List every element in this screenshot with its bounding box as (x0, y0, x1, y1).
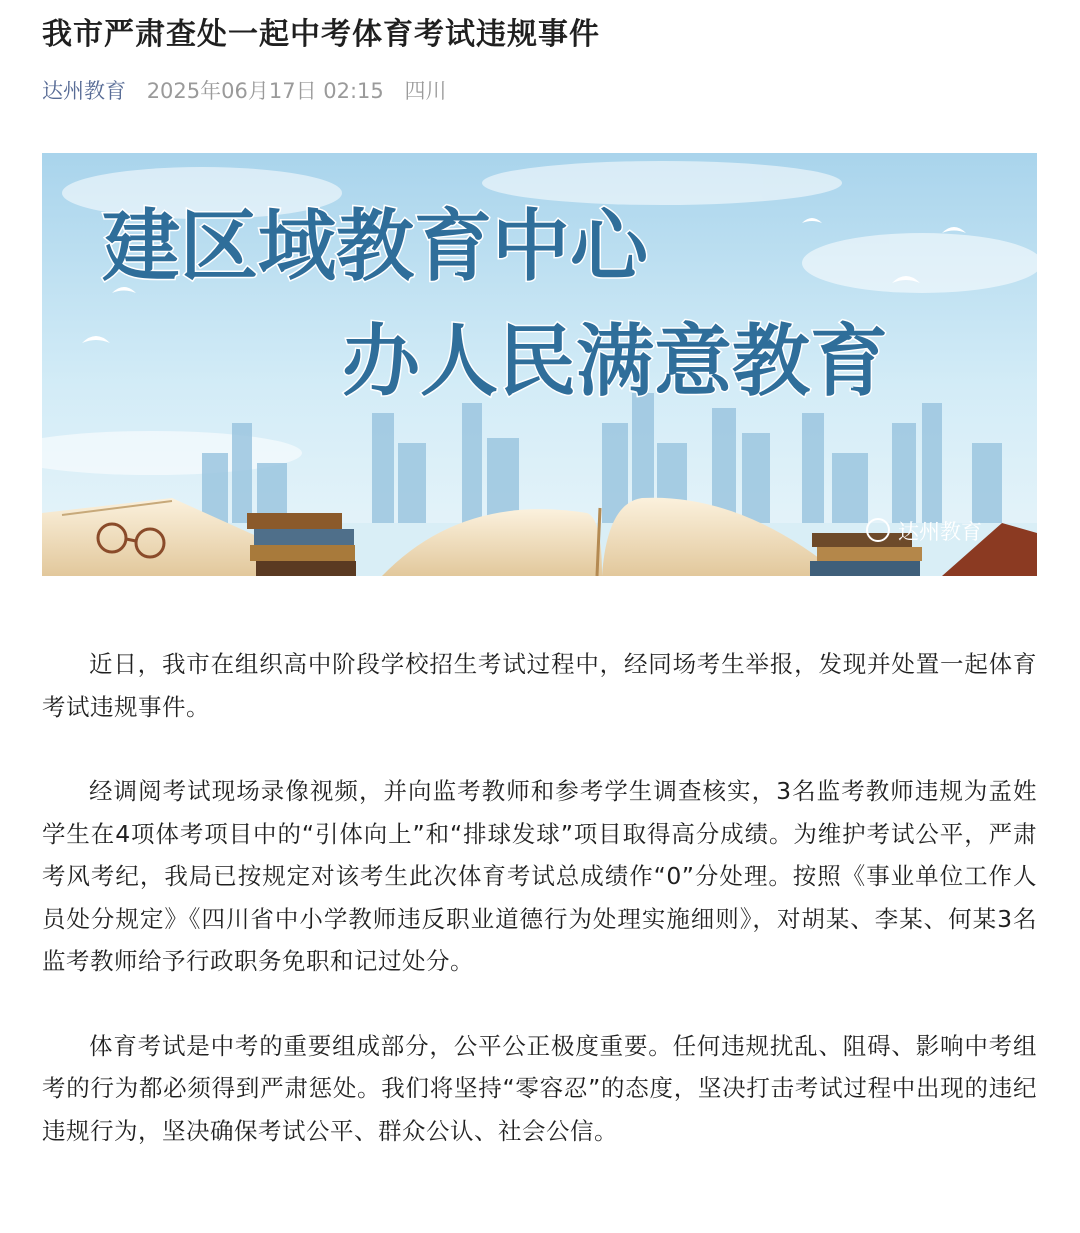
publish-location: 四川 (404, 79, 447, 103)
banner-image (42, 153, 1037, 576)
article-body (42, 643, 1037, 1194)
banner-slogan-line2: 办人民满意教育 (342, 316, 889, 407)
article-meta (42, 76, 446, 106)
article-paragraph: 经调阅考试现场录像视频，并向监考教师和参考学生调查核实，3名监考教师违规为孟姓学生在4项体考项目中的“引体向上”和“排球发球”项目取得高分成绩。为维护考试公平，严肃考风考纪，我局已按规定对该考生此次体育考试总成绩作“0”分处理。按照《事业单位工作人员处分规定》《四川省中小学教师违反职业道德行为处理实施细则》，对胡某、李某、何某3名监考教师给予行政职务免职和记过处分。 (42, 777, 1037, 975)
article-title: 我市严肃查处一起中考体育考试违规事件 (42, 17, 600, 52)
article-paragraph: 近日，我市在组织高中阶段学校招生考试过程中，经同场考生举报，发现并处置一起体育考试违规事件。 (42, 650, 1037, 721)
banner-slogan-line1: 建区域教育中心 (102, 201, 649, 292)
publish-time: 2025年06月17日 02:15 (146, 79, 384, 103)
watermark-text: 达州教育 (898, 520, 982, 544)
account-name-link[interactable]: 达州教育 (42, 79, 126, 103)
article-paragraph: 体育考试是中考的重要组成部分，公平公正极度重要。任何违规扰乱、阻碍、影响中考组考的行为都必须得到严肃惩处。我们将坚持“零容忍”的态度，坚决打击考试过程中出现的违纪违规行为，坚决确保考试公平、群众公认、社会公信。 (42, 1031, 1037, 1145)
